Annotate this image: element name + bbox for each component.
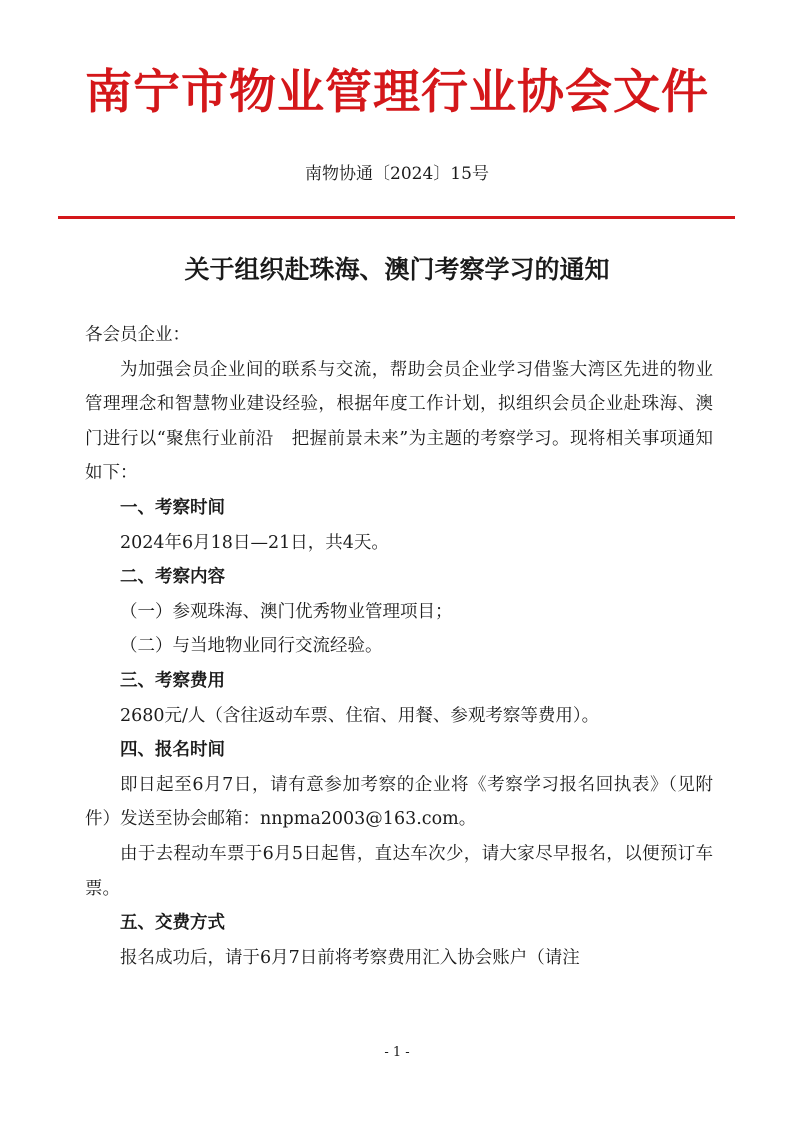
section-heading-payment: 五、交费方式: [120, 913, 225, 934]
document-number: 南物协通〔2024〕15号: [305, 164, 489, 184]
section-item-visit: （一）参观珠海、澳门优秀物业管理项目；: [120, 601, 453, 622]
page-number: - 1 -: [384, 1045, 410, 1060]
notice-body: [85, 318, 713, 975]
section-heading-registration: 四、报名时间: [120, 740, 225, 761]
document-header-title: 南宁市物业管理行业协会文件: [85, 65, 709, 120]
section-heading-fee: 三、考察费用: [120, 670, 225, 691]
intro-paragraph: 为加强会员企业间的联系与交流，帮助会员企业学习借鉴大湾区先进的物业管理理念和智慧物业建设经验，根据年度工作计划，拟组织会员企业赴珠海、澳门进行以“聚焦行业前沿 把握前景未来”为主题的考察学习。现将相关事项通知如下：: [85, 359, 713, 484]
salutation: 各会员企业：: [85, 325, 190, 345]
section-text-payment: 报名成功后，请于6月7日前将考察费用汇入协会账户（请注: [120, 947, 580, 968]
section-text-time: 2024年6月18日—21日，共4天。: [120, 532, 389, 553]
red-divider-line: [58, 216, 735, 219]
notice-title: 关于组织赴珠海、澳门考察学习的通知: [184, 255, 610, 284]
section-text-tickets: 由于去程动车票于6月5日起售，直达车次少，请大家尽早报名，以便预订车票。: [85, 843, 713, 899]
section-text-fee: 2680元/人（含往返动车票、住宿、用餐、参观考察等费用）。: [120, 705, 600, 726]
section-heading-time: 一、考察时间: [120, 497, 225, 518]
section-item-exchange: （二）与当地物业同行交流经验。: [120, 636, 383, 657]
section-text-registration: 即日起至6月7日，请有意参加考察的企业将《考察学习报名回执表》（见附件）发送至协会邮箱：nnpma2003@163.com。: [85, 774, 713, 830]
section-heading-content: 二、考察内容: [120, 567, 225, 588]
